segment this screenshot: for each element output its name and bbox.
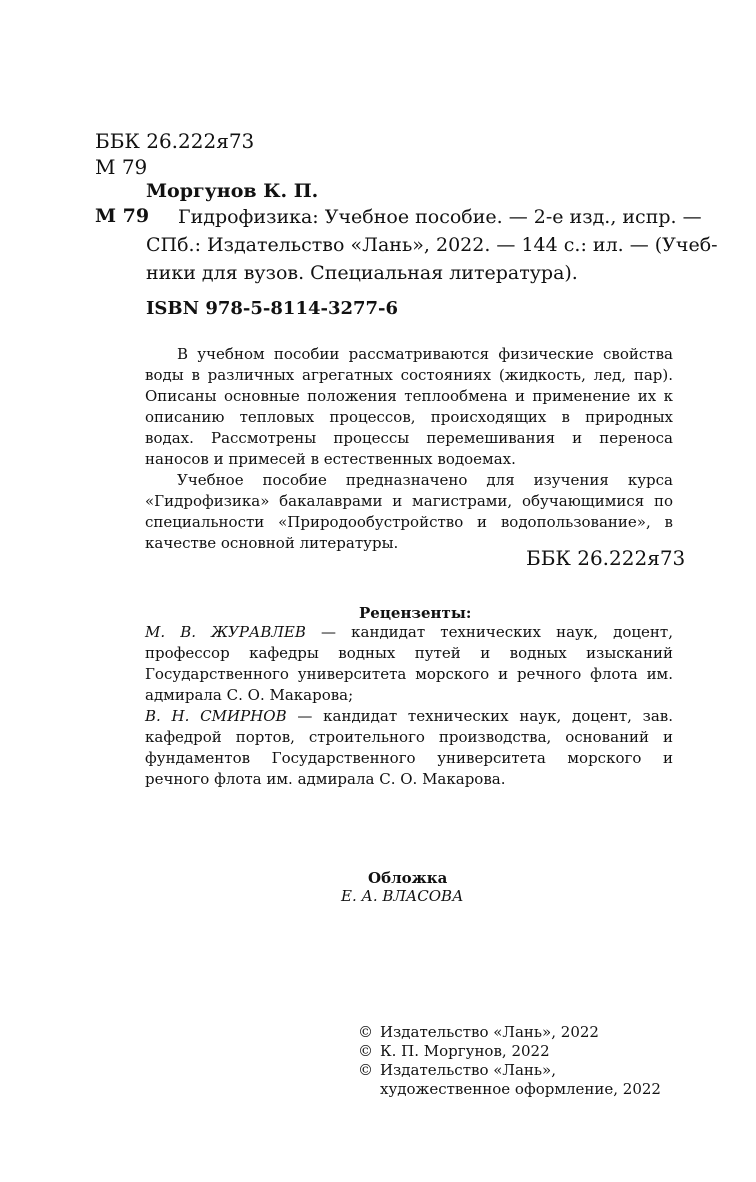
bbk-code: ББК 26.222я73 <box>95 129 255 153</box>
bbk-code-right: ББК 26.222я73 <box>526 546 686 570</box>
copyright-icon: © <box>358 1042 373 1060</box>
copyright-line <box>358 1061 661 1080</box>
reviewers-title: Рецензенты: <box>359 604 472 622</box>
isbn: ISBN 978-5-8114-3277-6 <box>146 298 399 319</box>
copyright-text: Издательство «Лань», 2022 <box>380 1023 599 1041</box>
reviewer-entry <box>145 622 673 706</box>
bibliographic-description <box>146 203 750 287</box>
title-line: ники для вузов. Специальная литература). <box>146 262 578 284</box>
copyright-text: художественное оформление, 2022 <box>380 1080 661 1098</box>
author-mark: М 79 <box>95 155 148 179</box>
reviewers-list <box>145 622 673 790</box>
copyright-icon: © <box>358 1023 373 1041</box>
reviewer-name: В. Н. СМИРНОВ <box>145 707 287 725</box>
cover-title: Обложка <box>368 869 448 887</box>
cover-designer: Е. А. ВЛАСОВА <box>341 887 464 905</box>
copyright-block <box>358 1023 661 1099</box>
reviewer-text: — кандидат технических наук, доцент, профессор кафедры водных путей и водных изысканий Государственного университета морского и речного флота им. адмирала С. О. Макарова; <box>145 623 673 704</box>
copyright-icon: © <box>358 1061 373 1079</box>
copyright-line <box>358 1042 661 1061</box>
copyright-line <box>358 1023 661 1042</box>
copyright-text: К. П. Моргунов, 2022 <box>380 1042 550 1060</box>
title-line: СПб.: Издательство «Лань», 2022. — 144 с.: ил. — (Учеб- <box>146 234 718 256</box>
annotation-paragraph: В учебном пособии рассматриваются физические свойства воды в различных агрегатных состояниях (жидкость, лед, пар). Описаны основные положения теплообмена и применение их к описанию тепловых процессов, происходящих в природных водах. Рассмотрены процессы перемешивания и переноса наносов и примесей в естественных водоемах. <box>145 345 673 468</box>
book-mark: М 79 <box>95 205 150 227</box>
copyright-text: Издательство «Лань», <box>380 1061 557 1079</box>
annotation-paragraph: Учебное пособие предназначено для изучения курса «Гидрофизика» бакалаврами и магистрами, обучающимися по специальности «Природообустройство и водопользование», в качестве основной литературы. <box>145 471 673 552</box>
copyright-line <box>358 1080 661 1099</box>
author-name: Моргунов К. П. <box>146 180 319 202</box>
annotation <box>145 344 673 554</box>
reviewer-name: М. В. ЖУРАВЛЕВ <box>145 623 306 641</box>
bbk-header <box>95 128 254 180</box>
reviewer-text: — кандидат технических наук, доцент, зав. кафедрой портов, строительного производства, оснований и фундаментов Государственного университета морского и речного флота им. адмирала С. О. Макарова. <box>145 707 673 788</box>
title-line: Гидрофизика: Учебное пособие. — 2-е изд., испр. — <box>178 206 702 228</box>
reviewer-entry <box>145 706 673 790</box>
